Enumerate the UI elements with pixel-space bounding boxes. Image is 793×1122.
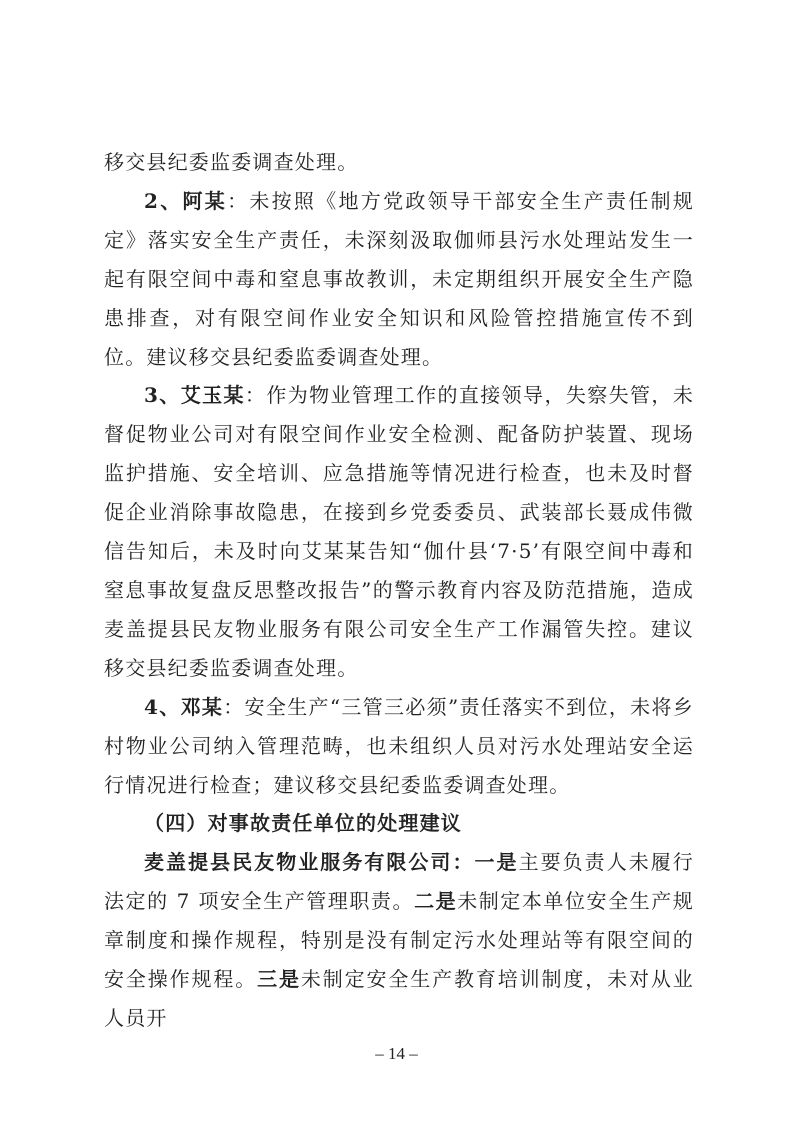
- page-number: – 14 –: [375, 1044, 418, 1063]
- point-marker: 三是: [257, 967, 301, 992]
- paragraph-text: 安全生产“三管三必须”责任落实不到位，未将乡村物业公司纳入管理范畴，也未组织人员对污水处理站安全运行情况进行检查；建议移交县纪委监委调查处理。: [104, 694, 694, 797]
- colon: ：: [244, 383, 267, 408]
- paragraph-person-2: [104, 182, 694, 377]
- section-heading: （四）对事故责任单位的处理建议: [144, 811, 462, 836]
- person-name: 3、艾玉某: [144, 383, 245, 408]
- person-name: 4、邓某: [144, 694, 224, 719]
- paragraph-text: 作为物业管理工作的直接领导，失察失管，未督促物业公司对有限空间作业安全检测、配备防护装置、现场监护措施、安全培训、应急措施等情况进行检查，也未及时督促企业消除事故隐患，在接到乡党委委员、武装部长聂成伟微信告知后，未及时向艾某某告知“伽什县‘7·5’有限空间中毒和窒息事故复盘反思整改报告”的警示教育内容及防范措施，造成麦盖提县民友物业服务有限公司安全生产工作漏管失控。建议移交县纪委监委调查处理。: [104, 383, 695, 680]
- paragraph-person-4: [104, 688, 694, 805]
- document-body: [104, 143, 694, 1038]
- point-text: 主要负责人未履行法定的 7 项安全生产管理职责。: [104, 850, 695, 914]
- person-name: 2、阿某: [144, 188, 228, 213]
- paragraph-intro: 移交县纪委监委调查处理。: [104, 150, 359, 174]
- paragraph-text: 未按照《地方党政领导干部安全生产责任制规定》落实安全生产责任，未深刻汲取伽师县污水处理站发生一起有限空间中毒和窒息事故教训，未定期组织开展安全生产隐患排查，对有限空间作业安全知识和风险管控措施宣传不到位。建议移交县纪委监委调查处理。: [104, 188, 695, 369]
- colon: ：: [223, 694, 245, 719]
- colon: ：: [227, 188, 250, 213]
- paragraph-person-3: [104, 376, 694, 687]
- point-text: 未制定安全生产教育培训制度，未对从业人员开: [104, 967, 694, 1030]
- company-name: 麦盖提县民友物业服务有限公司：: [144, 850, 475, 875]
- point-marker: 一是: [474, 850, 519, 875]
- point-text: 未制定本单位安全生产规章制度和操作规程，特别是没有制定污水处理站等有限空间的安全操作规程。: [104, 889, 694, 992]
- point-marker: 二是: [414, 889, 458, 914]
- paragraph-company: [104, 843, 694, 1038]
